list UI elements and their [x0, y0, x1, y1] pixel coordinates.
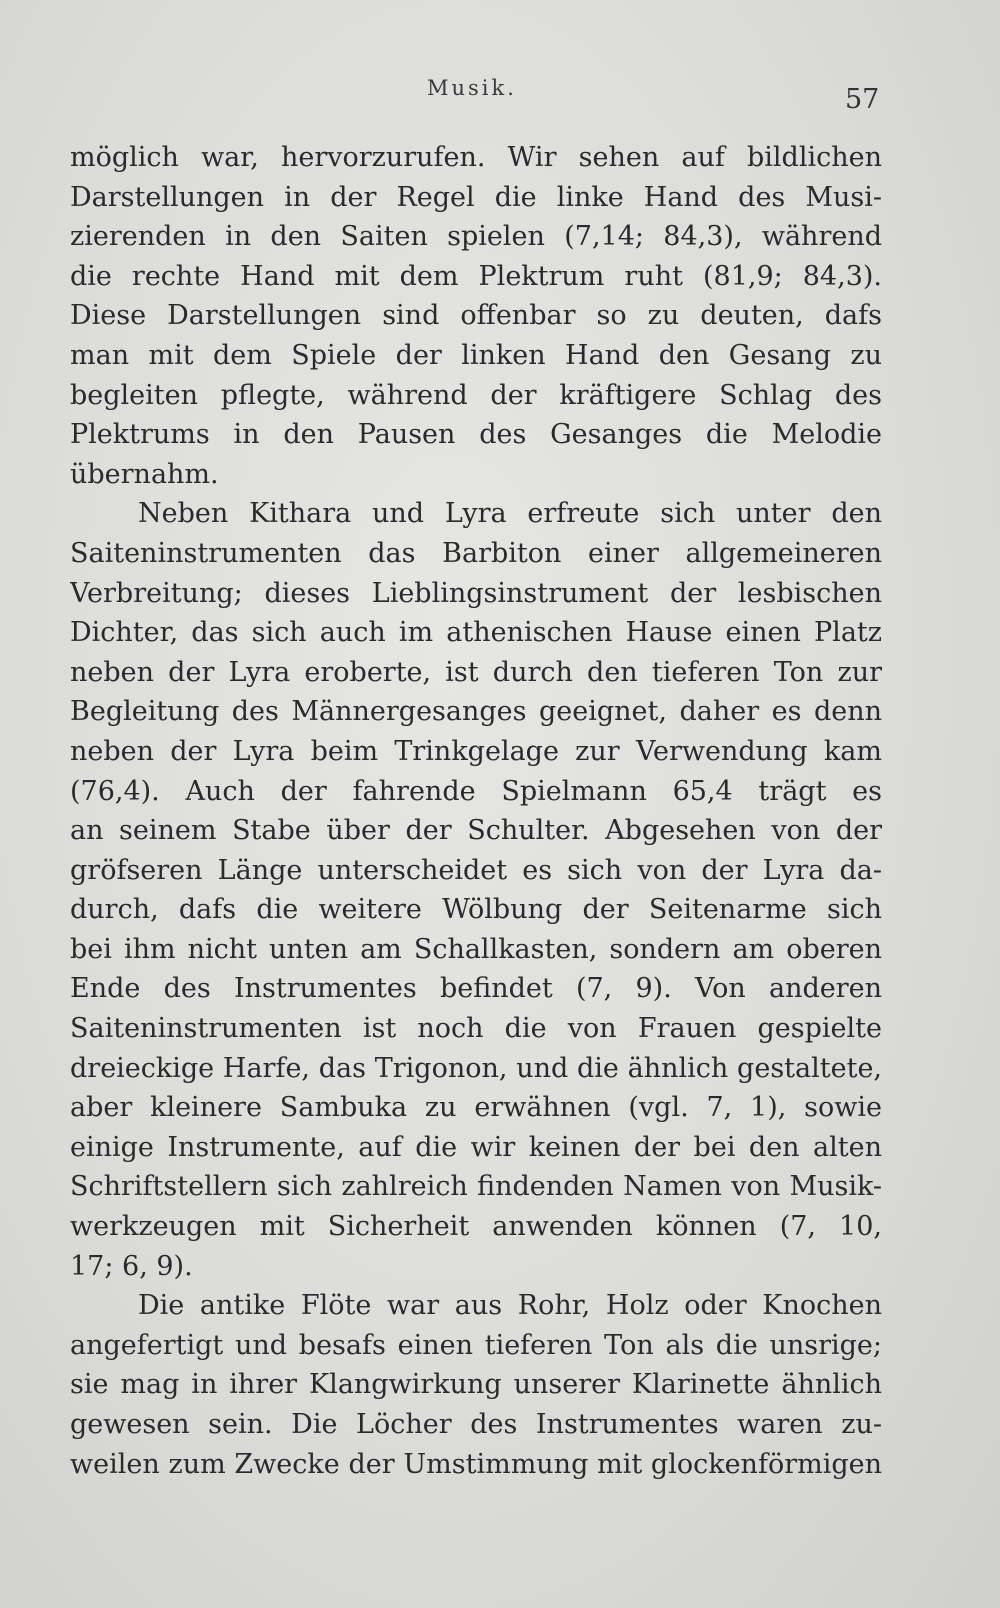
text-line: Die antike Flöte war aus Rohr, Holz oder Knochen — [138, 1290, 882, 1322]
text-line: begleiten pflegte, während der kräftigere Schlag des — [70, 379, 882, 411]
text-line: angefertigt und besafs einen tieferen Ton als die unsrige; — [70, 1329, 882, 1361]
running-title: Musik. — [427, 76, 517, 100]
text-line: werkzeugen mit Sicherheit anwenden können (7, 10, — [70, 1211, 882, 1243]
text-line: Neben Kithara und Lyra erfreute sich unter den — [138, 498, 882, 530]
text-line: neben der Lyra beim Trinkgelage zur Verwendung kam — [70, 735, 882, 767]
text-line: Darstellungen in der Regel die linke Hand des Musi- — [70, 181, 882, 213]
text-line: an seinem Stabe über der Schulter. Abgesehen von der — [70, 815, 882, 847]
text-line: einige Instrumente, auf die wir keinen der bei den alten — [70, 1131, 882, 1163]
text-line: übernahm. — [70, 458, 219, 490]
text-line: Begleitung des Männergesanges geeignet, daher es denn — [70, 696, 882, 728]
text-line: dreieckige Harfe, das Trigonon, und die ähnlich gestaltete, — [70, 1052, 882, 1084]
text-line: neben der Lyra eroberte, ist durch den tieferen Ton zur — [70, 656, 882, 688]
text-line: zierenden in den Saiten spielen (7,14; 84,3), während — [70, 221, 882, 253]
text-line: gewesen sein. Die Löcher des Instrumentes waren zu- — [70, 1409, 882, 1440]
page-number: 57 — [845, 84, 880, 115]
body-text — [70, 138, 882, 1484]
text-line: sie mag in ihrer Klangwirkung unserer Klarinette ähnlich — [70, 1369, 882, 1401]
text-line: möglich war, hervorzurufen. Wir sehen auf bildlichen — [70, 142, 882, 173]
text-line: Saiteninstrumenten ist noch die von Frauen gespielte — [70, 1013, 882, 1045]
text-line: aber kleinere Sambuka zu erwähnen (vgl. 7, 1), sowie — [70, 1092, 882, 1124]
text-line: Schriftstellern sich zahlreich findenden Namen von Musik- — [70, 1171, 882, 1203]
paragraph-2 — [70, 494, 882, 1286]
text-line: man mit dem Spiele der linken Hand den Gesang zu — [70, 339, 882, 371]
text-line: Plektrums in den Pausen des Gesanges die Melodie — [70, 419, 882, 451]
text-line: durch, dafs die weitere Wölbung der Seitenarme sich — [70, 894, 882, 926]
text-line: Dichter, das sich auch im athenischen Hause einen Platz — [70, 617, 882, 649]
paragraph-3 — [70, 1286, 882, 1484]
text-line: Saiteninstrumenten das Barbiton einer allgemeineren — [70, 537, 882, 569]
text-line: die rechte Hand mit dem Plektrum ruht (81,9; 84,3). — [70, 260, 882, 292]
text-line: weilen zum Zwecke der Umstimmung mit glockenförmigen — [70, 1448, 882, 1480]
text-line: 17; 6, 9). — [70, 1250, 193, 1282]
text-line: bei ihm nicht unten am Schallkasten, sondern am oberen — [70, 933, 882, 965]
text-line: Verbreitung; dieses Lieblingsinstrument der lesbischen — [70, 577, 882, 609]
text-line: Diese Darstellungen sind offenbar so zu deuten, dafs — [70, 300, 882, 332]
text-line: (76,4). Auch der fahrende Spielmann 65,4 trägt es — [70, 775, 882, 807]
paragraph-1 — [70, 138, 882, 494]
text-line: Ende des Instrumentes befindet (7, 9). Von anderen — [70, 973, 882, 1005]
text-line: gröfseren Länge unterscheidet es sich von der Lyra da- — [70, 854, 882, 886]
